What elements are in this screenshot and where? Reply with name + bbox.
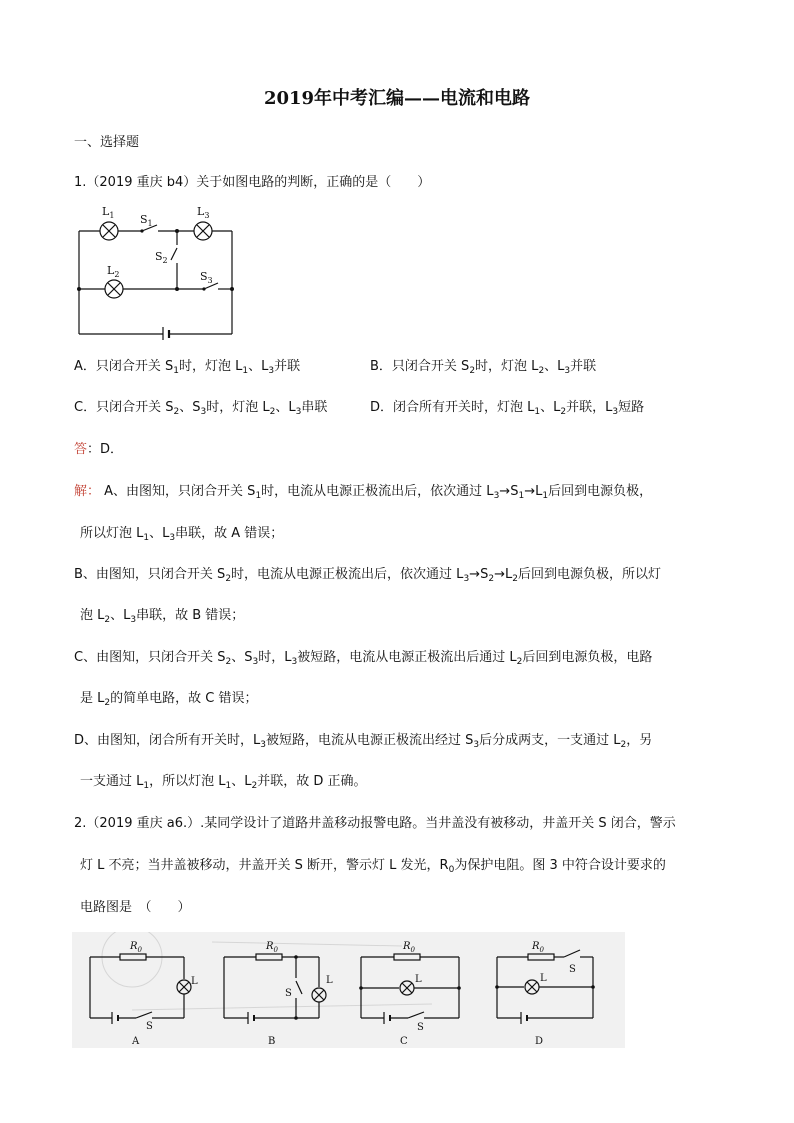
q1-explanation-d1: D、由图知，闭合所有开关时，$L_3$被短路，电流从电源正极流出经过 $S_3$后分成两支，一支通过 $L_2$，另 bbox=[74, 733, 653, 750]
q1-circuit-diagram bbox=[70, 198, 240, 340]
q1-option-a: A．只闭合开关 $S_1$时，灯泡 $L_1$、$L_3$并联 bbox=[74, 359, 301, 376]
label-L1: $L_1$ bbox=[102, 205, 115, 220]
q1-explanation-a2: 所以灯泡 $L_1$、$L_3$串联，故 A 错误； bbox=[80, 526, 284, 543]
label-S2: $S_2$ bbox=[155, 250, 168, 265]
option-caption-b: B bbox=[268, 1036, 276, 1047]
q2-stem-line1: 2.（2019 重庆 a6.）.某同学设计了道路井盖移动报警电路。当井盖没有被移动，井盖开关 S 闭合，警示 bbox=[74, 816, 676, 831]
q1-option-c: C．只闭合开关 $S_2$、$S_3$时，灯泡 $L_2$、$L_3$串联 bbox=[74, 400, 328, 417]
svg-text:L: L bbox=[191, 976, 198, 987]
svg-text:R0: $R_0$ bbox=[266, 941, 278, 954]
q1-explanation-c2: 是 $L_2$的简单电路，故 C 错误； bbox=[80, 691, 258, 708]
svg-text:L: L bbox=[326, 975, 333, 986]
circuit-option-a bbox=[90, 941, 198, 1047]
label-L2: $L_2$ bbox=[107, 264, 120, 279]
q1-explanation-a1: 解： A、由图知，只闭合开关 $S_1$时，电流从电源正极流出后，依次通过 $L_3\to S_1\to L_1$后回到电源负极， bbox=[74, 484, 653, 501]
svg-text:R0: $R_0$ bbox=[130, 941, 142, 954]
circuit-option-b bbox=[224, 941, 333, 1047]
q2-stem-line3: 电路图是 （ ） bbox=[80, 900, 191, 915]
option-caption-c: C bbox=[400, 1036, 408, 1047]
circuit-option-d bbox=[495, 941, 595, 1047]
svg-text:L: L bbox=[415, 974, 422, 985]
q1-stem: 1.（2019 重庆 b4）关于如图电路的判断，正确的是（ ） bbox=[74, 175, 431, 190]
q1-explanation-b1: B、由图知，只闭合开关 $S_2$时，电流从电源正极流出后，依次通过 $L_3\to S_2\to L_2$后回到电源负极，所以灯 bbox=[74, 567, 661, 584]
circuit-option-c bbox=[359, 941, 461, 1047]
option-caption-a: A bbox=[132, 1036, 140, 1047]
q1-answer: 答：D． bbox=[74, 442, 124, 457]
label-S3: $S_3$ bbox=[200, 270, 213, 285]
q1-option-d: D．闭合所有开关时，灯泡 $L_1$、$L_2$并联，$L_3$短路 bbox=[370, 400, 645, 417]
svg-text:R0: $R_0$ bbox=[532, 941, 544, 954]
svg-text:S: S bbox=[285, 988, 292, 999]
svg-text:S: S bbox=[569, 964, 576, 975]
label-S1: $S_1$ bbox=[140, 213, 153, 228]
svg-text:L: L bbox=[540, 973, 547, 984]
q1-explanation-b2: 泡 $L_2$、$L_3$串联，故 B 错误； bbox=[80, 608, 245, 625]
svg-text:S: S bbox=[146, 1021, 153, 1032]
page-title: 2019年中考汇编——电流和电路 bbox=[263, 88, 531, 109]
svg-text:S: S bbox=[417, 1022, 424, 1033]
q2-stem-line2: 灯 L 不亮；当井盖被移动，井盖开关 S 断开，警示灯 L 发光，$R_0$为保护电阻。图 3 中符合设计要求的 bbox=[80, 858, 666, 875]
section-heading: 一、选择题 bbox=[74, 135, 140, 150]
q1-explanation-c1: C、由图知，只闭合开关 $S_2$、$S_3$时，$L_3$被短路，电流从电源正极流出后通过 $L_2$后回到电源负极，电路 bbox=[74, 650, 653, 667]
q1-explanation-d2: 一支通过 $L_1$，所以灯泡 $L_1$、$L_2$并联，故 D 正确。 bbox=[80, 774, 367, 791]
q1-option-b: B．只闭合开关 $S_2$时，灯泡 $L_2$、$L_3$并联 bbox=[370, 359, 597, 376]
q2-circuit-options bbox=[72, 932, 625, 1048]
svg-text:R0: $R_0$ bbox=[403, 941, 415, 954]
option-caption-d: D bbox=[535, 1036, 544, 1047]
label-L3: $L_3$ bbox=[197, 205, 210, 220]
answer-label: 答 bbox=[74, 442, 88, 457]
